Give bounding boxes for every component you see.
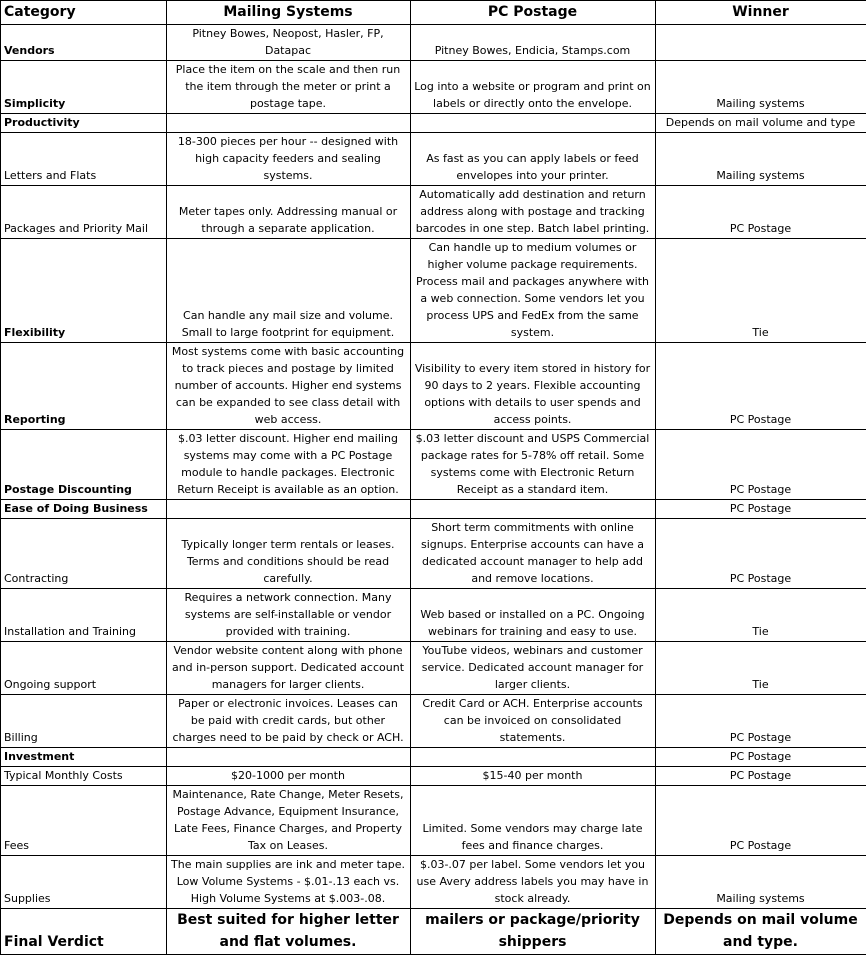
winner-cell: Mailing systems: [656, 133, 866, 186]
category-cell: Ease of Doing Business: [1, 500, 167, 519]
category-cell: Typical Monthly Costs: [1, 767, 167, 786]
pc-postage-cell: Visibility to every item stored in history for 90 days to 2 years. Flexible accounting options with details to user spends and access points.: [411, 343, 656, 430]
pc-postage-cell: Web based or installed on a PC. Ongoing webinars for training and easy to use.: [411, 589, 656, 642]
pc-postage-cell: $.03-.07 per label. Some vendors let you use Avery address labels you may have in stock already.: [411, 856, 656, 909]
mailing-systems-cell: [167, 500, 411, 519]
winner-cell: PC Postage: [656, 186, 866, 239]
category-cell: Ongoing support: [1, 642, 167, 695]
winner-cell: PC Postage: [656, 519, 866, 589]
winner-cell: PC Postage: [656, 767, 866, 786]
winner-cell: PC Postage: [656, 430, 866, 500]
table-row: [1, 856, 866, 909]
pc-postage-cell: $15-40 per month: [411, 767, 656, 786]
final-verdict-label: Final Verdict: [1, 909, 167, 955]
table-row: [1, 343, 866, 430]
category-cell: Fees: [1, 786, 167, 856]
mailing-systems-cell: Requires a network connection. Many systems are self-installable or vendor provided with training.: [167, 589, 411, 642]
final-verdict-pc: mailers or package/priority shippers: [411, 909, 656, 955]
winner-cell: PC Postage: [656, 786, 866, 856]
pc-postage-cell: Pitney Bowes, Endicia, Stamps.com: [411, 25, 656, 61]
table-row: [1, 748, 866, 767]
mailing-systems-cell: The main supplies are ink and meter tape. Low Volume Systems - $.01-.13 each vs. High Volume Systems at $.003-.08.: [167, 856, 411, 909]
mailing-systems-cell: [167, 748, 411, 767]
category-cell: Postage Discounting: [1, 430, 167, 500]
table-row: [1, 589, 866, 642]
mailing-systems-cell: Most systems come with basic accounting to track pieces and postage by limited number of accounts. Higher end systems can be expanded to see class detail with web access.: [167, 343, 411, 430]
table-row: [1, 519, 866, 589]
winner-cell: Tie: [656, 642, 866, 695]
winner-cell: PC Postage: [656, 748, 866, 767]
winner-cell: Mailing systems: [656, 61, 866, 114]
final-verdict-winner: Depends on mail volume and type.: [656, 909, 866, 955]
mailing-systems-cell: Typically longer term rentals or leases. Terms and conditions should be read carefully.: [167, 519, 411, 589]
pc-postage-cell: Short term commitments with online signups. Enterprise accounts can have a dedicated account manager to help add and remove locations.: [411, 519, 656, 589]
mailing-systems-cell: Vendor website content along with phone and in-person support. Dedicated account managers for larger clients.: [167, 642, 411, 695]
category-cell: Investment: [1, 748, 167, 767]
winner-cell: Tie: [656, 589, 866, 642]
table-row: [1, 186, 866, 239]
pc-postage-cell: Credit Card or ACH. Enterprise accounts can be invoiced on consolidated statements.: [411, 695, 656, 748]
header-pc-postage: PC Postage: [411, 1, 656, 25]
table-row: [1, 114, 866, 133]
pc-postage-cell: Automatically add destination and return address along with postage and tracking barcodes in one step. Batch label printing.: [411, 186, 656, 239]
final-verdict-mailing: Best suited for higher letter and flat volumes.: [167, 909, 411, 955]
table-row: [1, 786, 866, 856]
winner-cell: Depends on mail volume and type: [656, 114, 866, 133]
category-cell: Packages and Priority Mail: [1, 186, 167, 239]
pc-postage-cell: $.03 letter discount and USPS Commercial package rates for 5-78% off retail. Some systems come with Electronic Return Receipt as a standard item.: [411, 430, 656, 500]
winner-cell: Tie: [656, 239, 866, 343]
category-cell: Contracting: [1, 519, 167, 589]
pc-postage-cell: YouTube videos, webinars and customer service. Dedicated account manager for larger clients.: [411, 642, 656, 695]
winner-cell: PC Postage: [656, 343, 866, 430]
mailing-systems-cell: Pitney Bowes, Neopost, Hasler, FP, Datapac: [167, 25, 411, 61]
pc-postage-cell: [411, 114, 656, 133]
winner-cell: [656, 25, 866, 61]
winner-cell: Mailing systems: [656, 856, 866, 909]
pc-postage-cell: [411, 500, 656, 519]
mailing-systems-cell: Paper or electronic invoices. Leases can be paid with credit cards, but other charges need to be paid by check or ACH.: [167, 695, 411, 748]
mailing-systems-cell: Maintenance, Rate Change, Meter Resets, Postage Advance, Equipment Insurance, Late Fees, Finance Charges, and Property Tax on Leases.: [167, 786, 411, 856]
pc-postage-cell: Limited. Some vendors may charge late fees and finance charges.: [411, 786, 656, 856]
mailing-systems-cell: Can handle any mail size and volume. Small to large footprint for equipment.: [167, 239, 411, 343]
category-cell: Letters and Flats: [1, 133, 167, 186]
table-row: [1, 642, 866, 695]
table-row: [1, 239, 866, 343]
table-row: [1, 25, 866, 61]
pc-postage-cell: Log into a website or program and print on labels or directly onto the envelope.: [411, 61, 656, 114]
category-cell: Productivity: [1, 114, 167, 133]
table-row: [1, 133, 866, 186]
category-cell: Reporting: [1, 343, 167, 430]
pc-postage-cell: Can handle up to medium volumes or higher volume package requirements. Process mail and packages anywhere with a web connection. Some vendors let you process UPS and FedEx from the same system.: [411, 239, 656, 343]
category-cell: Vendors: [1, 25, 167, 61]
pc-postage-cell: As fast as you can apply labels or feed envelopes into your printer.: [411, 133, 656, 186]
table-row: [1, 767, 866, 786]
final-verdict-row: [1, 909, 866, 955]
category-cell: Installation and Training: [1, 589, 167, 642]
table-row: [1, 61, 866, 114]
mailing-systems-cell: Meter tapes only. Addressing manual or through a separate application.: [167, 186, 411, 239]
mailing-systems-cell: Place the item on the scale and then run the item through the meter or print a postage tape.: [167, 61, 411, 114]
category-cell: Flexibility: [1, 239, 167, 343]
header-winner: Winner: [656, 1, 866, 25]
mailing-systems-cell: $.03 letter discount. Higher end mailing systems may come with a PC Postage module to handle packages. Electronic Return Receipt is available as an option.: [167, 430, 411, 500]
table-row: [1, 695, 866, 748]
category-cell: Simplicity: [1, 61, 167, 114]
header-mailing-systems: Mailing Systems: [167, 1, 411, 25]
mailing-systems-cell: [167, 114, 411, 133]
category-cell: Supplies: [1, 856, 167, 909]
mailing-systems-cell: 18-300 pieces per hour -- designed with high capacity feeders and sealing systems.: [167, 133, 411, 186]
header-row: [1, 1, 866, 25]
mailing-systems-cell: $20-1000 per month: [167, 767, 411, 786]
table-row: [1, 500, 866, 519]
header-category: Category: [1, 1, 167, 25]
table-row: [1, 430, 866, 500]
pc-postage-cell: [411, 748, 656, 767]
winner-cell: PC Postage: [656, 500, 866, 519]
winner-cell: PC Postage: [656, 695, 866, 748]
category-cell: Billing: [1, 695, 167, 748]
